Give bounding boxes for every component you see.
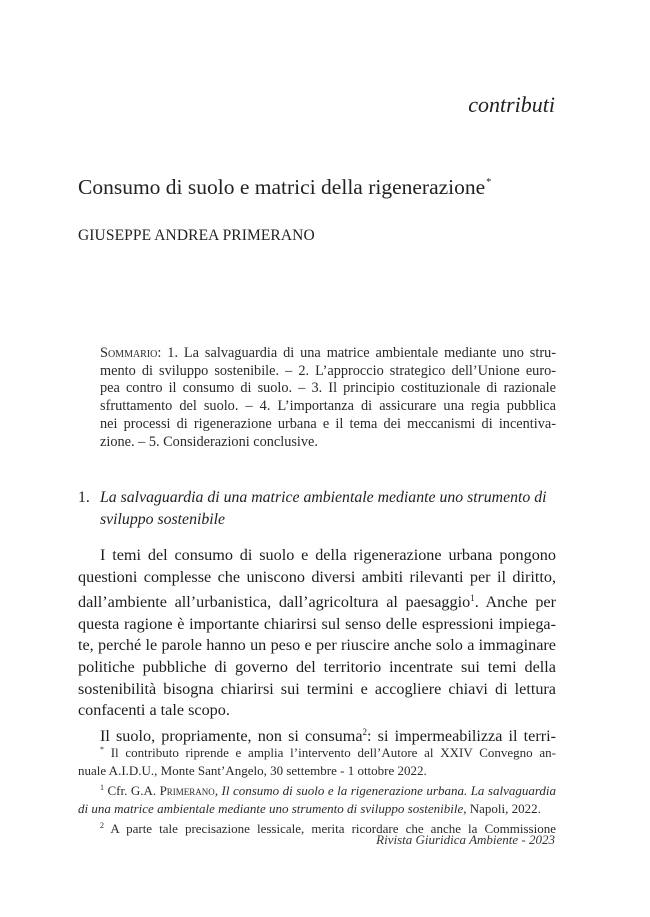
body-line-text: dall’ambiente all’urbanistica, dall’agricoltura al paesaggio xyxy=(78,593,471,612)
footnote-1-line xyxy=(78,800,556,818)
body-line: sostenibilità bisogna chiarirsi sui termini e accogliere chiavi di lettura xyxy=(78,679,556,698)
summary-label: Sommario xyxy=(100,345,158,361)
body-line: confacenti a tale scopo. xyxy=(78,701,230,720)
body-line-text: . Anche per xyxy=(474,593,556,612)
footnote-ref-1[interactable]: 1 xyxy=(470,593,475,604)
title-footnote-marker[interactable]: * xyxy=(486,177,492,188)
footnote-text: Il contributo riprende e amplia l’intervento dell’Autore al XXIV Convegno an- xyxy=(110,745,556,760)
footnotes xyxy=(78,741,556,838)
body-line: questa ragione è importante chiarirsi sul senso delle espressioni impiega- xyxy=(78,614,556,633)
footnote-text: , Napoli, 2022. xyxy=(463,800,541,816)
section-number: 1. xyxy=(78,489,90,506)
summary-line: sfruttamento del suolo. – 4. L’importanza di assicurare una regia pubblica xyxy=(100,398,556,415)
summary-line: zione. – 5. Considerazioni conclusive. xyxy=(100,433,318,450)
journal-footer: Rivista Giuridica Ambiente - 2023 xyxy=(376,832,555,847)
summary-line: mento di sviluppo sostenibile. – 2. L’approccio strategico dell’Unione euro- xyxy=(100,362,556,379)
section-heading-line: sviluppo sostenibile xyxy=(100,511,226,528)
footnote-star-line xyxy=(78,741,556,762)
summary-block xyxy=(100,345,556,451)
footnote-star-marker: * xyxy=(100,745,104,754)
section-heading-line: La salvaguardia di una matrice ambientale mediante uno strumento di xyxy=(100,489,547,506)
article-title-text: Consumo di suolo e matrici della rigenerazione xyxy=(78,175,486,199)
footnote-star-line: nuale A.I.D.U., Monte Sant’Angelo, 30 settembre - 1 ottobre 2022. xyxy=(78,762,427,778)
body-line-text: Il suolo, propriamente, non si consuma xyxy=(100,726,363,745)
article-author: GIUSEPPE ANDREA PRIMERANO xyxy=(78,227,315,244)
footnote-author: Primerano xyxy=(159,783,215,799)
summary-line: pea contro il consumo di suolo. – 3. Il principio costituzionale di razionale xyxy=(100,380,556,397)
body-line xyxy=(78,588,556,614)
body-line-text: : si impermeabilizza il terri- xyxy=(367,726,556,745)
body-line: questioni complesse che uniscono diversi ambiti rilevanti per il diritto, xyxy=(78,567,556,586)
footnote-1-line: $^1$ Cfr. G.A. Primerano, Il consumo di suolo e la rigenerazione urbana. La salvaguardia xyxy=(100,783,557,799)
footnote-ref-2[interactable]: 2 xyxy=(362,726,368,737)
footnote-text: Cfr. G.A. xyxy=(107,783,160,799)
footnote-text: A parte tale precisazione lessicale, merita ricordare che anche la Commissione xyxy=(110,821,556,837)
summary-line: nei processi di rigenerazione urbana e il tema dei meccanismi di incentiva- xyxy=(100,415,556,432)
body-line: politiche pubbliche di governo del territorio incentrate sui temi della xyxy=(78,657,556,676)
footnote-1-marker: 1 xyxy=(100,783,104,793)
footnote-italic: di una matrice ambientale mediante uno strumento di sviluppo sostenibile xyxy=(78,800,464,816)
body-line: I temi del consumo di suolo e della rigenerazione urbana pongono xyxy=(100,546,556,564)
summary-line xyxy=(100,345,556,363)
footnote-2-marker: 2 xyxy=(100,821,104,831)
footnote-italic: Il consumo di suolo e la rigenerazione urbana. La salvaguardia xyxy=(221,783,557,799)
section-label: contributi xyxy=(468,92,555,117)
body-paragraphs xyxy=(78,545,556,747)
body-line: te, perché le parole hanno un peso e per riuscire anche solo a immaginare xyxy=(78,636,556,655)
article-title xyxy=(78,175,491,200)
summary-line-text: : 1. La salvaguardia di una matrice ambientale mediante uno stru- xyxy=(157,345,556,361)
